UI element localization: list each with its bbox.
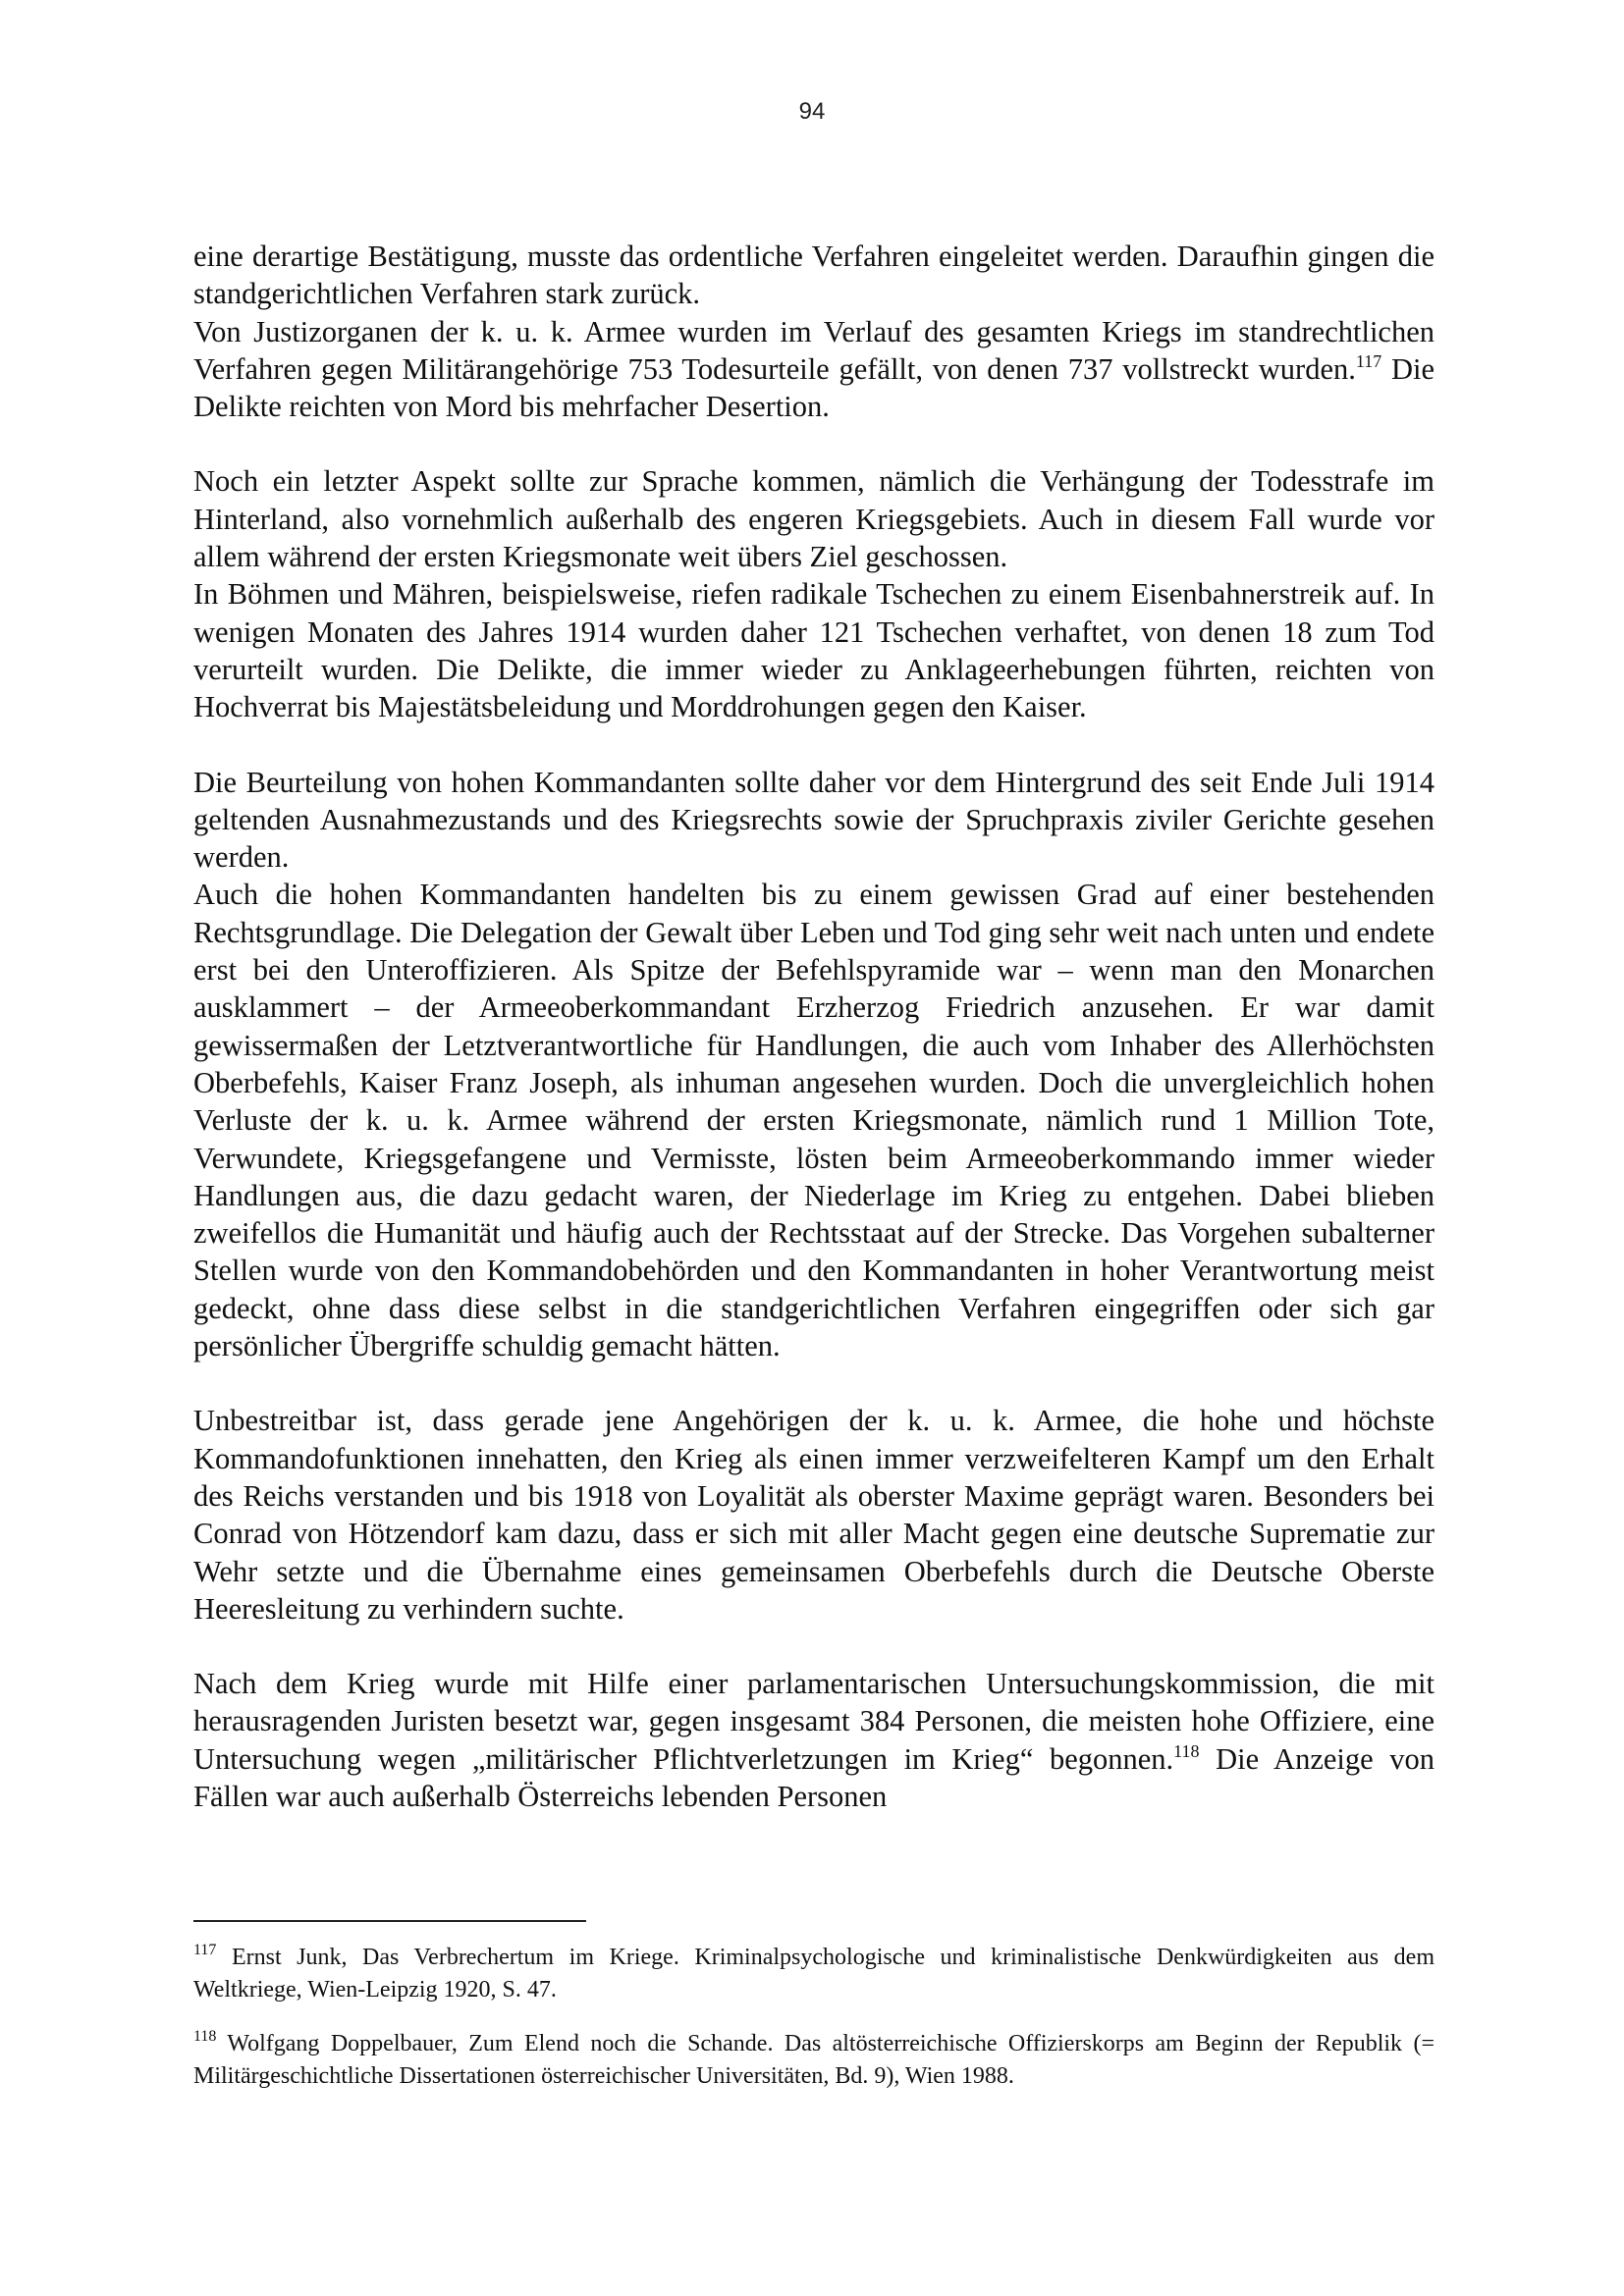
footnote-ref-118[interactable]: 118	[1173, 1740, 1200, 1761]
paragraph: In Böhmen und Mähren, beispielsweise, riefen radikale Tschechen zu einem Eisenbahnerstreik auf. In wenigen Monaten des Jahres 1914 wurden daher 121 Tschechen verhaftet, von denen 18 zum Tod verurteilt wurden. Die Delikte, die immer wieder zu Anklageerhebungen führten, reichten von Hochverrat bis Majestätsbeleidung und Morddrohungen gegen den Kaiser.	[193, 577, 1435, 724]
paragraph: eine derartige Bestätigung, musste das ordentliche Verfahren eingeleitet werden. Daraufhin gingen die standgerichtlichen Verfahren stark zurück.	[193, 240, 1435, 311]
footnote-ref-117[interactable]: 117	[1355, 350, 1382, 371]
page-number: 94	[798, 98, 826, 125]
footnotes	[193, 1942, 1435, 2114]
footnote-separator	[193, 1920, 586, 1922]
footnote-number: 117	[193, 1942, 217, 1958]
paragraph: Nach dem Krieg wurde mit Hilfe einer parlamentarischen Untersuchungskommission, die mit herausragenden Juristen besetzt war, gegen insgesamt 384 Personen, die meisten hohe Offiziere, eine Untersuchung wegen „militärischer Pflichtverletzungen im Krieg“ begonnen.$^{118}$ Die Anzeige von Fällen war auch außerhalb Österreichs lebenden Personen	[193, 1667, 1435, 1813]
footnote-118: $^{118}$ Wolfgang Doppelbauer, Zum Elend noch die Schande. Das altösterreichische Offizierskorps am Beginn der Republik (= Militärgeschichtliche Dissertationen österreichischer Universitäten, Bd. 9), Wien 1988.	[193, 2028, 1435, 2089]
paragraph: Von Justizorganen der k. u. k. Armee wurden im Verlauf des gesamten Kriegs im standrechtlichen Verfahren gegen Militärangehörige 753 Todesurteile gefällt, von denen 737 vollstreckt wurden.$^{117}$ Die Delikte reichten von Mord bis mehrfacher Desertion.	[193, 314, 1435, 424]
paragraph: Auch die hohen Kommandanten handelten bis zu einem gewissen Grad auf einer bestehenden Rechtsgrundlage. Die Delegation der Gewalt über Leben und Tod ging sehr weit nach unten und endete erst bei den Unteroffizieren. Als Spitze der Befehlspyramide war – wenn man den Monarchen ausklammert – der Armeeoberkommandant Erzherzog Friedrich anzusehen. Er war damit gewissermaßen der Letztverantwortliche für Handlungen, die auch vom Inhaber des Allerhöchsten Oberbefehls, Kaiser Franz Joseph, als inhuman angesehen wurden. Doch die unvergleichlich hohen Verluste der k. u. k. Armee während der ersten Kriegsmonate, nämlich rund 1 Million Tote, Verwundete, Kriegsgefangene und Vermisste, lösten beim Armeeoberkommando immer wieder Handlungen aus, die dazu gedacht waren, der Niederlage im Krieg zu entgehen. Dabei blieben zweifellos die Humanität und häufig auch der Rechtsstaat auf der Strecke. Das Vorgehen subalterner Stellen wurde von den Kommandobehörden und den Kommandanten in hoher Verantwortung meist gedeckt, ohne dass diese selbst in die standgerichtlichen Verfahren eingegriffen oder sich gar persönlicher Übergriffe schuldig gemacht hätten.	[193, 878, 1435, 1363]
footnote-117: $^{117}$ Ernst Junk, Das Verbrechertum im Kriege. Kriminalpsychologische und kriminalistische Denkwürdigkeiten aus dem Weltkriege, Wien-Leipzig 1920, S. 47.	[193, 1942, 1435, 2002]
paragraph: Noch ein letzter Aspekt sollte zur Sprache kommen, nämlich die Verhängung der Todesstrafe im Hinterland, also vornehmlich außerhalb des engeren Kriegsgebiets. Auch in diesem Fall wurde vor allem während der ersten Kriegsmonate weit übers Ziel geschossen.	[193, 464, 1435, 574]
body-text	[193, 238, 1435, 1815]
footnote-number: 118	[193, 2028, 217, 2045]
paragraph: Unbestreitbar ist, dass gerade jene Angehörigen der k. u. k. Armee, die hohe und höchste Kommandofunktionen innehatten, den Krieg als einen immer verzweifelteren Kampf um den Erhalt des Reichs verstanden und bis 1918 von Loyalität als oberster Maxime geprägt waren. Besonders bei Conrad von Hötzendorf kam dazu, dass er sich mit aller Macht gegen eine deutsche Suprematie zur Wehr setzte und die Übernahme eines gemeinsamen Oberbefehls durch die Deutsche Oberste Heeresleitung zu verhindern suchte.	[193, 1404, 1435, 1626]
paragraph: Die Beurteilung von hohen Kommandanten sollte daher vor dem Hintergrund des seit Ende Juli 1914 geltenden Ausnahmezustands und des Kriegsrechts sowie der Spruchpraxis ziviler Gerichte gesehen werden.	[193, 765, 1435, 875]
